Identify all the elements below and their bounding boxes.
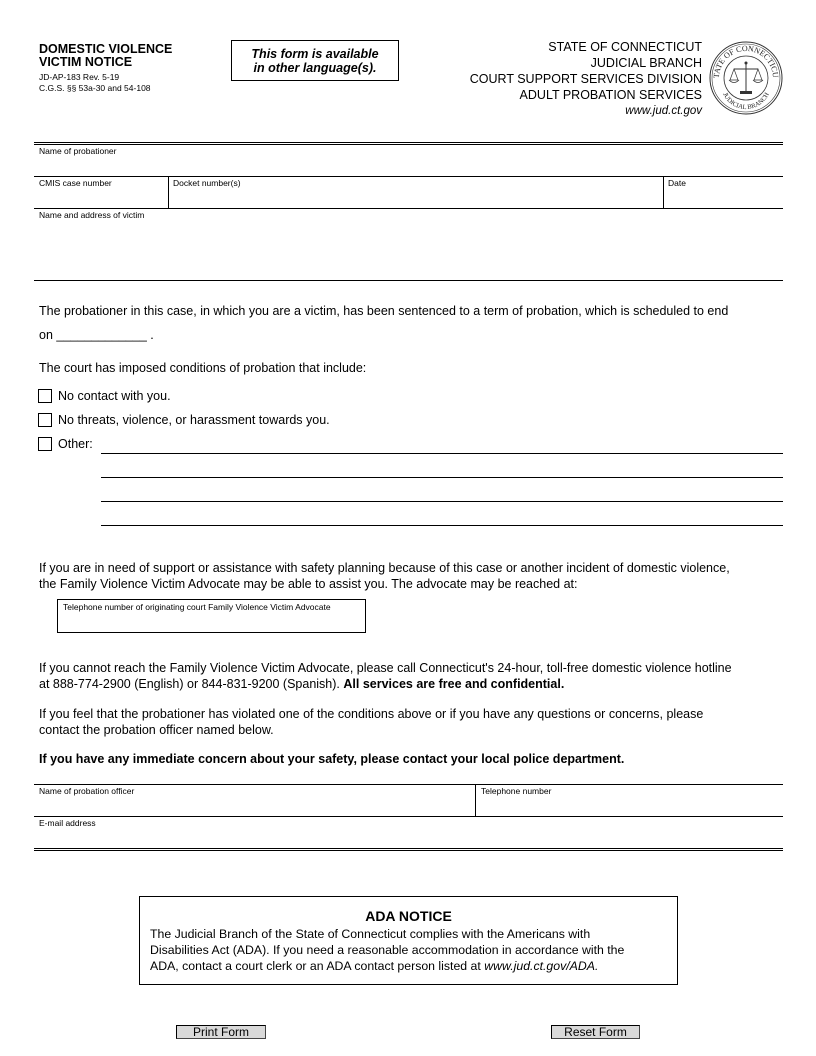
language-notice-line2: in other language(s). bbox=[253, 61, 377, 75]
other-checkbox[interactable] bbox=[38, 437, 52, 451]
form-title-line1: DOMESTIC VIOLENCE bbox=[39, 42, 173, 56]
date-field[interactable] bbox=[664, 189, 783, 208]
ada-link[interactable]: www.jud.ct.gov/ADA. bbox=[484, 959, 599, 973]
no-threats-label: No threats, violence, or harassment towards you. bbox=[58, 413, 330, 427]
probation-end-line bbox=[39, 327, 154, 343]
probation-end-blank[interactable]: _____________ bbox=[56, 328, 147, 342]
date-label: Date bbox=[668, 178, 686, 188]
other-line-1[interactable] bbox=[101, 453, 783, 454]
agency-website: www.jud.ct.gov bbox=[625, 105, 702, 117]
rule-officer-mid bbox=[34, 816, 783, 817]
condition-no-threats-row bbox=[38, 413, 330, 427]
svg-text:JUDICIAL BRANCH bbox=[721, 91, 771, 111]
other-line-2[interactable] bbox=[101, 477, 783, 478]
agency-block bbox=[470, 39, 702, 119]
form-meta bbox=[39, 72, 151, 94]
seal-text-top: TATE OF CONNECTICU bbox=[711, 43, 781, 79]
judicial-branch-seal bbox=[707, 40, 785, 116]
probationer-name-field[interactable] bbox=[34, 156, 783, 176]
rule-officer-bottom-2 bbox=[34, 850, 783, 851]
seal-text-bottom: JUDICIAL BRANCH bbox=[721, 91, 771, 112]
cmis-field[interactable] bbox=[34, 189, 167, 208]
advocate-phone-field[interactable] bbox=[57, 599, 366, 633]
agency-branch: JUDICIAL BRANCH bbox=[590, 56, 702, 70]
agency-division: COURT SUPPORT SERVICES DIVISION bbox=[469, 72, 702, 86]
agency-service: ADULT PROBATION SERVICES bbox=[519, 88, 702, 102]
violation-text-line2: contact the probation officer named below. bbox=[39, 723, 274, 737]
no-contact-checkbox[interactable] bbox=[38, 389, 52, 403]
cmis-label: CMIS case number bbox=[39, 178, 112, 188]
victim-name-address-field[interactable] bbox=[34, 221, 783, 279]
svg-text:STATE OF CONNECTICUT bbox=[707, 40, 780, 79]
agency-state: STATE OF CONNECTICUT bbox=[548, 40, 702, 54]
advocate-phone-label: Telephone number of originating court Family Violence Victim Advocate bbox=[63, 602, 331, 612]
rule-officer-bottom-1 bbox=[34, 848, 783, 849]
probation-term-text: The probationer in this case, in which you are a victim, has been sentenced to a term of probation, which is scheduled to end bbox=[39, 304, 729, 318]
reset-form-button[interactable]: Reset Form bbox=[551, 1025, 640, 1039]
officer-phone-label: Telephone number bbox=[481, 786, 552, 796]
violation-text-line1: If you feel that the probationer has violated one of the conditions above or if you have any questions or concerns, please bbox=[39, 707, 704, 721]
rule-top-2 bbox=[34, 144, 783, 145]
no-threats-checkbox[interactable] bbox=[38, 413, 52, 427]
statutes: C.G.S. §§ 53a-30 and 54-108 bbox=[39, 83, 151, 93]
hotline-text-line2 bbox=[39, 676, 564, 692]
ada-text-line1: The Judicial Branch of the State of Connecticut complies with the Americans with bbox=[150, 927, 591, 941]
rule-row-4 bbox=[34, 280, 783, 281]
form-title-line2: VICTIM NOTICE bbox=[39, 55, 133, 69]
rule-officer-top bbox=[34, 784, 783, 785]
officer-phone-field[interactable] bbox=[476, 797, 783, 815]
ada-notice-title: ADA NOTICE bbox=[365, 908, 452, 924]
condition-other-row bbox=[38, 437, 93, 451]
ada-notice-text bbox=[150, 926, 667, 974]
officer-email-field[interactable] bbox=[34, 829, 783, 847]
condition-no-contact-row bbox=[38, 389, 171, 403]
ada-notice-box bbox=[139, 896, 678, 985]
docket-label: Docket number(s) bbox=[173, 178, 241, 188]
language-notice-box bbox=[231, 40, 399, 81]
docket-field[interactable] bbox=[169, 189, 662, 208]
ada-text-line3 bbox=[150, 958, 667, 974]
language-notice-line1: This form is available bbox=[251, 47, 379, 61]
probationer-name-label: Name of probationer bbox=[39, 146, 117, 156]
victim-label: Name and address of victim bbox=[39, 210, 145, 220]
form-title bbox=[39, 43, 172, 69]
print-form-button[interactable]: Print Form bbox=[176, 1025, 266, 1039]
conditions-intro: The court has imposed conditions of probation that include: bbox=[39, 361, 367, 375]
ada-text-line3-prefix: ADA, contact a court clerk or an ADA contact person listed at bbox=[150, 959, 481, 973]
probation-end-prefix: on bbox=[39, 328, 53, 342]
support-text-line2: the Family Violence Victim Advocate may be able to assist you. The advocate may be reached at: bbox=[39, 577, 578, 591]
rule-row-2 bbox=[34, 176, 783, 177]
hotline-text-line1: If you cannot reach the Family Violence Victim Advocate, please call Connecticut's 24-hour, toll-free domestic violence hotline bbox=[39, 661, 732, 675]
rule-top-1 bbox=[34, 142, 783, 143]
other-label: Other: bbox=[58, 437, 93, 451]
no-contact-label: No contact with you. bbox=[58, 389, 171, 403]
form-number: JD-AP-183 Rev. 5-19 bbox=[39, 72, 120, 82]
rule-row-3 bbox=[34, 208, 783, 209]
other-line-3[interactable] bbox=[101, 501, 783, 502]
seal-icon bbox=[707, 40, 785, 116]
officer-name-field[interactable] bbox=[34, 797, 474, 815]
free-confidential-text: All services are free and confidential. bbox=[343, 677, 565, 691]
support-text-line1: If you are in need of support or assistance with safety planning because of this case or another incident of domestic violence, bbox=[39, 561, 730, 575]
hotline-numbers: at 888-774-2900 (English) or 844-831-9200 (Spanish). bbox=[39, 677, 340, 691]
officer-email-label: E-mail address bbox=[39, 818, 96, 828]
probation-end-suffix: . bbox=[150, 328, 154, 342]
other-line-4[interactable] bbox=[101, 525, 783, 526]
safety-police-text: If you have any immediate concern about your safety, please contact your local police department. bbox=[39, 752, 625, 766]
ada-text-line2: Disabilities Act (ADA). If you need a reasonable accommodation in accordance with the bbox=[150, 943, 625, 957]
officer-name-label: Name of probation officer bbox=[39, 786, 135, 796]
